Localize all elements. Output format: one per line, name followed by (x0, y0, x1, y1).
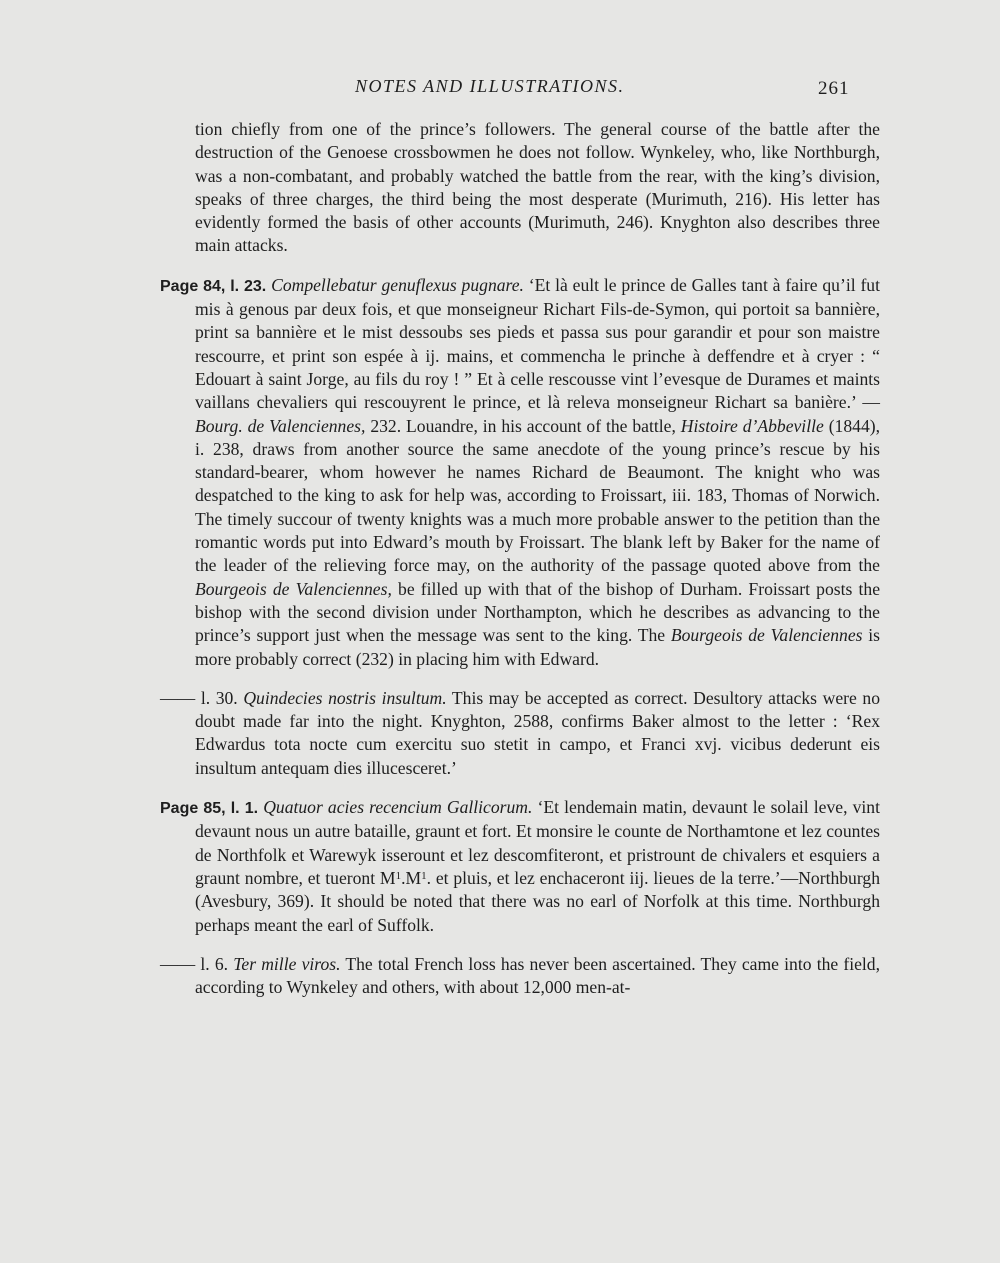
superscript: 1 (421, 869, 427, 882)
note-text: ‘Et là eult le prince de Galles tant à faire qu’il fut mis à genous par deux fois, et que monseigneur Richart Fils-de-Symon, qui portoit sa bannière, print sa bannière et le mist dessoubs ses pieds et passa sus pour garandir et pour son maistre rescourre, et print son espée à ij. mains, et commencha le princhе à deffendre et à cryer : “ Edouart à saint Jorge, au fils du roy ! ” Et à celle rescousse vint l’evesque de Durames et maints vaillans chevaliers qui rescouyrent le prince, et là releva monseigneur Richart sa banière.’ — (195, 274, 880, 413)
note-line-6 (160, 953, 880, 1000)
note-citation: Bourgeois de Valenciennes (670, 625, 863, 646)
note-text: be filled up with that of the bishop of Durham. Froissart posts the bishop with the second division under Northampton, which he describes as advancing to the prince’s support just when the message was sent to the king. The (195, 578, 881, 646)
note-page-85-line-1 (160, 796, 880, 937)
note-lemma: Compellebatur genuflexus pugnare. (271, 274, 524, 295)
superscript: 1 (395, 869, 402, 882)
note-lemma: Quindecies nostris insultum. (243, 687, 447, 708)
note-lemma: Ter mille viros. (233, 953, 341, 974)
note-page-84-line-23 (160, 274, 880, 671)
note-line-ref: l. 1. (230, 800, 259, 818)
note-text: . et pluis, et lez enchaceront iij. lieues de la terre.’—Northburgh (Avesbury, 369). It should be noted that there was no earl of Norfolk at this time. Northburgh perhaps meant the earl of Suffolk. (195, 867, 880, 935)
ditto-dash: —— (160, 687, 196, 708)
note-page-ref: Page 84, (160, 277, 226, 295)
running-head: NOTES AND ILLUSTRATIONS. (355, 76, 625, 96)
note-text: .M (401, 867, 422, 888)
note-text: is more probably correct (232) in placing him with Edward. (195, 625, 880, 669)
page-body (160, 118, 880, 1015)
note-lemma: Quatuor acies recencium Gallicorum. (263, 797, 533, 818)
note-line-ref: l. 6. (200, 953, 229, 974)
note-line-30 (160, 687, 880, 780)
note-citation: Bourgeois de Valenciennes, (195, 578, 392, 599)
note-text: (1844), i. 238, draws from another source the same anecdote of the young prince’s rescue by his standard-bearer, whom however he names Richard de Beaumont. The knight who was despatched to the king to ask for help was, according to Froissart, iii. 183, Thomas of Norwich. The timely succour of twenty knights was a much more probable answer to the petition than the romantic words put into Edward’s mouth by Froissart. The blank left by Baker for the name of the leader of the relieving force may, on the authority of the passage quoted above from the (195, 415, 881, 576)
note-text: ‘Et lendemain matin, devaunt le solail leve, vint devaunt nous un autre bataille, graunt et fort. Et monsire le counte de Northamtone et lez countes de Northfolk et Warewyk isserount et lez descomfiteront, et pristrount de chivalers et esquiers a graunt nombre, et tueront M (195, 797, 880, 888)
ditto-dash: —— (160, 953, 196, 974)
note-line-ref: l. 30. (200, 687, 238, 708)
note-text: This may be accepted as correct. Desultory attacks were no doubt made far into the night. Knyghton, 2588, confirms Baker almost to the letter : ‘Rex Edwardus tota nocte cum exercitu suo stetit in campo, et Franci xvj. vicibus dederunt eis insultum antequam dies illucesceret.’ (195, 687, 881, 778)
note-line-ref: l. 23. (230, 277, 267, 295)
note-text: 232. Louandre, in his account of the battle, (370, 415, 676, 436)
page-number: 261 (818, 78, 850, 99)
note-text: The total French loss has never been ascertained. They came into the field, according to Wynkeley and others, with about 12,000 men-at- (195, 953, 881, 998)
note-continuation: tion chiefly from one of the prince’s followers. The general course of the battle after the destruction of the Genoese crossbowmen he does not follow. Wynkeley, who, like Northburgh, was a non-combatant, and probably watched the battle from the rear, with the king’s division, speaks of three charges, the third being the most desperate (Murimuth, 216). His letter has evidently formed the basis of other accounts (Murimuth, 246). Knyghton also describes three main attacks. (195, 119, 880, 256)
note-page-ref: Page 85, (160, 800, 226, 818)
note-citation: Bourg. de Valenciennes, (195, 415, 366, 436)
note-citation: Histoire d’Abbeville (680, 415, 824, 436)
